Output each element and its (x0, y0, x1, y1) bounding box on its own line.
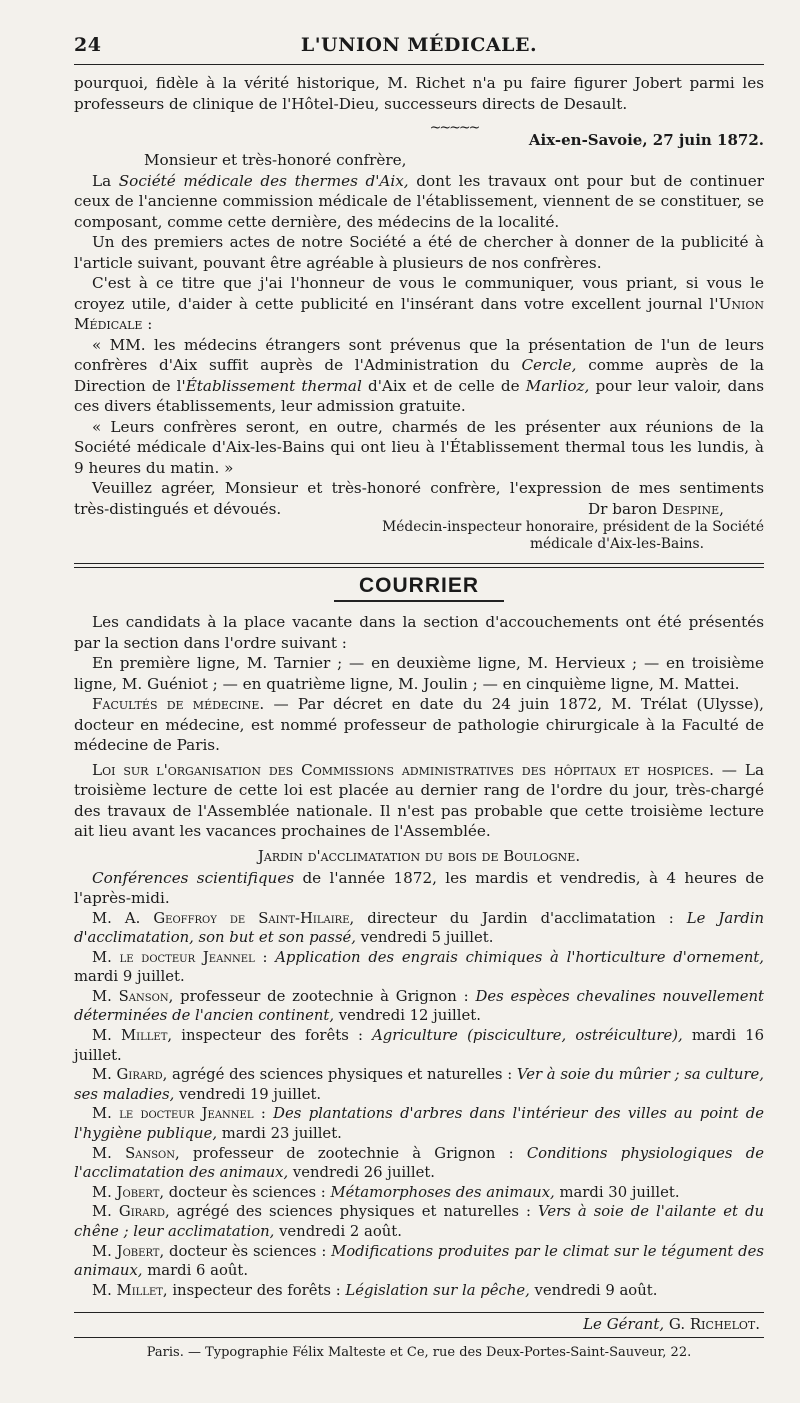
text-run: de l'année 1872, les mardis et vendredis, à 4 heures de l'après-midi. (74, 868, 765, 907)
lecture-date: mardi 9 juillet. (74, 968, 185, 986)
lecture-date: mardi 6 août. (142, 1262, 249, 1280)
journal-title: L'UNION MÉDICALE. (300, 34, 538, 56)
courrier-paragraph-2: En première ligne, M. Tarnier ; — en deuxième ligne, M. Hervieux ; — en troisième ligne, M. Guéniot ; — en quatrième ligne, M. Joulin ; — en cinquième ligne, M. Mattei. (74, 654, 764, 693)
lecturer-name: M. Girard (92, 1203, 165, 1221)
signature-title-1: Médecin-inspecteur honoraire, président de la Société (382, 519, 764, 535)
jardin-heading: Jardin d'acclimatation du bois de Boulogne. (257, 846, 581, 865)
text-run: , agrégé des sciences physiques et naturelles : (162, 1066, 517, 1084)
lecture-topic: Législation sur la pêche, (345, 1281, 530, 1299)
lecture-date: mardi 23 juillet. (217, 1125, 342, 1143)
gerant-name: G. Richelot. (664, 1315, 760, 1334)
lecturer-name: M. le docteur Jeannel (92, 1105, 254, 1123)
section-title-courrier: COURRIER (358, 574, 479, 597)
text-run: C'est à ce titre que j'ai l'honneur de vous le communiquer, vous priant, si vous le croyez utile, d'aider à cette publicité en l'insérant dans votre excellent journal l' (74, 274, 764, 313)
faculte-notice (74, 694, 764, 756)
conferences-intro (74, 868, 764, 909)
italic-term: Conférences scientifiques (92, 868, 295, 887)
lecture-date: vendredi 19 juillet. (174, 1085, 322, 1103)
lecture-date: vendredi 12 juillet. (334, 1007, 481, 1025)
lecture-item (74, 1202, 764, 1241)
lecturer-name: M. Sanson (92, 1144, 175, 1162)
lecture-item (74, 987, 764, 1026)
lecture-date: mardi 30 juillet. (554, 1183, 680, 1201)
signature-title-2: médicale d'Aix-les-Bains. (529, 536, 704, 552)
lecture-topic: Conditions physiologiques de l'acclimatation des animaux, (74, 1144, 764, 1182)
text-run: d'Aix et de celle de (361, 376, 526, 395)
lecture-topic: Agriculture (pisciculture, ostréiculture), (372, 1027, 683, 1045)
text-run: : (142, 315, 153, 333)
lecture-item (74, 1104, 764, 1143)
text-run: , inspecteur des forêts : (167, 1027, 373, 1045)
lecture-topic: Des plantations d'arbres dans l'intérieur des villes au point de l'hygiène publique, (74, 1105, 764, 1143)
signature-name: Despine, (662, 500, 724, 518)
lecture-date: mardi 16 juillet. (74, 1027, 765, 1064)
lecture-topic: Application des engrais chimiques à l'horticulture d'ornement, (275, 948, 764, 966)
text-run: , directeur du Jardin d'acclimatation : (349, 909, 687, 927)
lecture-topic: Ver à soie du mûrier ; sa culture, ses maladies, (74, 1066, 764, 1103)
text-run: La (92, 171, 119, 190)
letter-paragraph-2: Un des premiers actes de notre Société a été de chercher à donner de la publicité à l'article suivant, pouvant être agréable à plusieurs de nos confrères. (74, 233, 764, 272)
letter-salutation: Monsieur et très-honoré confrère, (144, 151, 407, 169)
gerant-label: Le Gérant, (583, 1315, 665, 1334)
page-number: 24 (74, 34, 102, 56)
lecture-date: vendredi 2 août. (274, 1223, 402, 1240)
text-run: , inspecteur des forêts : (162, 1281, 346, 1299)
lecturer-name: M. A. Geoffroy de Saint-Hilaire (92, 909, 350, 927)
lecturer-name: M. Girard (92, 1066, 163, 1084)
lecture-item (74, 1242, 764, 1281)
text-run: dont les travaux ont pour but de continuer ceux de l'ancienne commission médicale de l'établissement, viennent de se constituer, se composant, comme cette dernière, des médecins de la localité. (74, 171, 764, 231)
lecture-item (74, 1065, 764, 1104)
quote-paragraph-2: « Leurs confrères seront, en outre, charmés de les présenter aux réunions de la Société médicale d'Aix-les-Bains qui ont lieu à l'Établissement thermal tous les lundis, à 9 heures du matin. » (74, 417, 764, 477)
journal-reference: Union Médicale (74, 294, 764, 333)
notice-heading: Facultés de médecine. (92, 695, 265, 713)
italic-term: Établissement thermal (185, 376, 362, 395)
lecturer-name: M. le docteur Jeannel (92, 948, 255, 966)
text-run: , professeur de zootechnie à Grignon : (175, 1144, 527, 1162)
lecture-item (74, 1281, 764, 1301)
lecture-item (74, 1026, 764, 1065)
lecturer-name: M. Millet (92, 1281, 163, 1299)
lecture-topic: Des espèces chevalines nouvellement déterminées de l'ancien continent, (74, 987, 764, 1025)
lecture-item (74, 1144, 764, 1183)
lecture-topic: Vers à soie de l'ailante et du chêne ; leur acclimatation, (74, 1203, 764, 1240)
courrier-paragraph-1: Les candidats à la place vacante dans la section d'accouchements ont été présentés par la section dans l'ordre suivant : (74, 613, 764, 652)
lecture-item (74, 1183, 764, 1203)
italic-term: Marlioz, (525, 376, 590, 395)
text-run: Dr baron (587, 500, 663, 518)
lecturer-name: M. Millet (92, 1027, 168, 1045)
letter-dateline: Aix-en-Savoie, 27 juin 1872. (528, 131, 764, 149)
lecture-topic: Le Jardin d'acclimatation, son but et son passé, (74, 909, 764, 947)
lecturer-name: M. Jobert (92, 1183, 160, 1201)
italic-term: Cercle, (521, 356, 577, 374)
section-divider (74, 563, 764, 568)
text-run: , professeur de zootechnie à Grignon : (168, 987, 476, 1005)
text-run: , docteur ès sciences : (159, 1183, 331, 1201)
text-run: — Par décret en date du 24 juin 1872, M. Trélat (Ulysse), docteur en médecine, est nommé professeur de pathologie chirurgicale à la Faculté de médecine de Paris. (74, 695, 765, 754)
text-run: « MM. les médecins étrangers sont prévenus que la présentation de l'un de leurs confrères d'Aix suffit auprès de l'Administration du (74, 335, 764, 374)
intro-paragraph: pourquoi, fidèle à la vérité historique, M. Richet n'a pu faire figurer Jobert parmi les professeurs de clinique de l'Hôtel-Dieu, successeurs directs de Desault. (74, 74, 764, 113)
lecture-topic: Métamorphoses des animaux, (330, 1183, 555, 1201)
lecturer-name: M. Jobert (92, 1242, 160, 1260)
separator-flourish: ~~~~~ (429, 120, 479, 136)
lecture-item (74, 948, 764, 987)
letter-paragraph-1 (74, 171, 764, 233)
letter-closing: Veuillez agréer, Monsieur et très-honoré confrère, l'expression de mes sentiments très-distingués et dévoués. (74, 479, 764, 518)
lecture-topic: Modifications produites par le climat sur le tégument des animaux, (74, 1242, 764, 1280)
imprint-line: Paris. — Typographie Félix Malteste et Ce, rue des Deux-Portes-Saint-Sauveur, 22. (146, 1345, 692, 1361)
text-run: pour leur valoir, dans ces divers établissements, leur admission gratuite. (74, 376, 764, 415)
text-run: : (254, 948, 276, 966)
text-run: : (253, 1105, 274, 1123)
text-run: , docteur ès sciences : (159, 1242, 332, 1260)
lecture-date: vendredi 26 juillet. (288, 1164, 435, 1182)
footer-rule-thin (74, 1337, 764, 1338)
lecture-date: vendredi 5 juillet. (356, 929, 494, 947)
notice-heading: Loi sur l'organisation des Commissions administratives des hôpitaux et hospices. (92, 760, 714, 779)
lecturer-name: M. Sanson (92, 987, 169, 1005)
lecture-list (74, 909, 764, 1301)
lecture-item (74, 909, 764, 948)
loi-notice (74, 760, 764, 842)
page-header (74, 34, 764, 65)
society-name: Société médicale des thermes d'Aix, (118, 171, 409, 190)
text-run: — La troisième lecture de cette loi est placée au dernier rang de l'ordre du jour, très-chargé des travaux de l'Assemblée nationale. Il n'est pas probable que cette troisième lecture ait lieu avant les vacances prochaines de l'Assemblée. (74, 760, 764, 840)
text-run: comme auprès de la Direction de l' (74, 356, 764, 395)
title-underline (334, 600, 504, 602)
letter-paragraph-3 (74, 273, 764, 335)
gerant-line (74, 1313, 764, 1335)
quote-paragraph-1 (74, 335, 764, 417)
text-run: , agrégé des sciences physiques et naturelles : (164, 1203, 539, 1221)
lecture-date: vendredi 9 août. (529, 1281, 658, 1299)
